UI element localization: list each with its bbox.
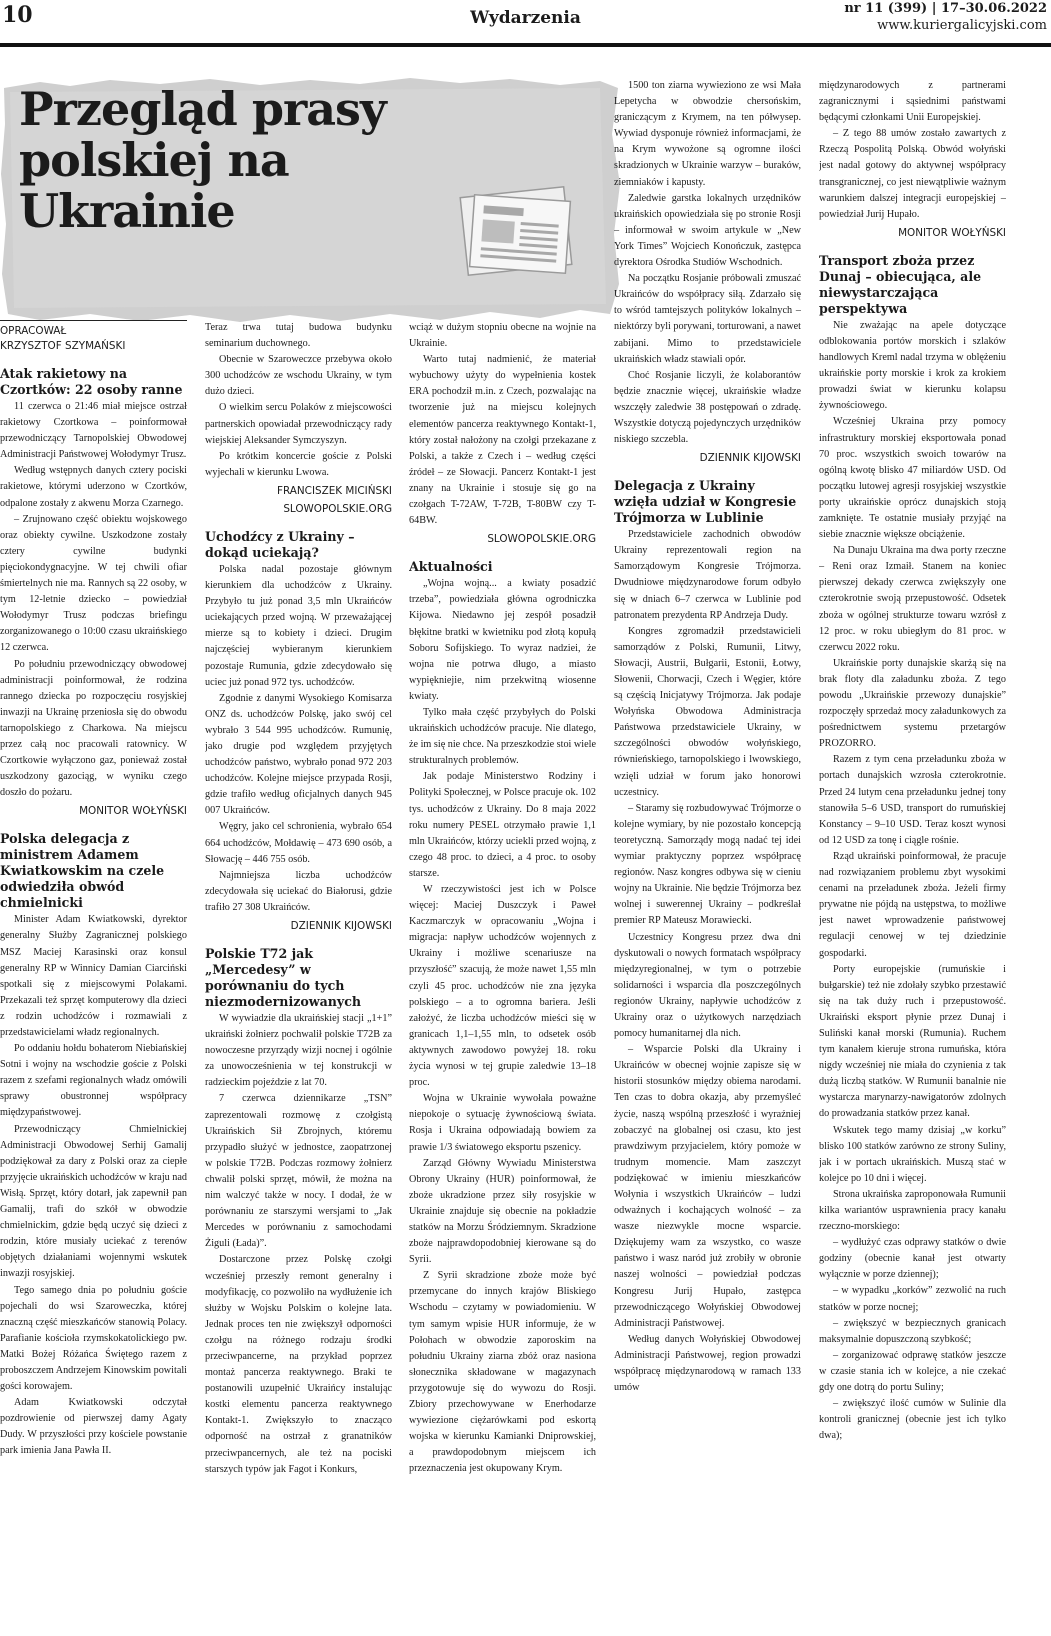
headline-trojmorze: Delegacja z Ukrainy wzięła udział w Kongresie Trójmorza w Lublinie <box>614 478 797 526</box>
paragraph: Razem z tym cena przeładunku zboża w portach dunajskich wzrosła czterokrotnie. Przed 24 lutym cena przeładunku jednej tony stanowiła 5–6 USD, transport do rumuńskiej Konstancy – 9–10 USD. Teraz koszt wynosi od 12 USD za tonę i ciągle rośnie. <box>819 754 1006 846</box>
paragraph: Minister Adam Kwiatkowski, dyrektor generalny Służby Zagranicznej polskiego MSZ Maciej Karasinski oraz konsul generalny RP w Winnicy Damian Ciarciński spotkali się z miejscowymi Polakami. Przekazali też sprzęt komputerowy dla dzieci z rodzin uchodźców i rozmawiali z przedstawicielami władz regionalnych. <box>0 914 187 1038</box>
source-signature: DZIENNIK KIJOWSKI <box>699 452 801 465</box>
headline-t72: Polskie T72 jak „Mercedesy” w porównaniu do tych niezmodernizowanych <box>205 946 362 1009</box>
website-link[interactable]: www.kuriergalicyjski.com <box>877 18 1047 33</box>
paragraph: O wielkim sercu Polaków z miejscowości partnerskich opowiadał przewodniczący rady wiejskiej Aleksander Symczyszyn. <box>205 402 392 446</box>
paragraph: Strona ukraińska zaproponowała Rumunii kilka wariantów usprawnienia pracy kanału rzeczno-morskiego: <box>819 1188 1006 1233</box>
article-title: Przegląd prasy polskiej na Ukrainie <box>19 82 386 238</box>
paragraph: W rzeczywistości jest ich w Polsce więcej: Maciej Duszczyk i Paweł Kaczmarczyk w opracowaniu „Wojna i migracja: napływ uchodźców wojennych z Ukrainy i możliwe scenariusze na przyszłość” szacują, że może nawet 1,55 mln czyli 45 proc. uchodźców nie zna języka polskiego – a to ogromna bariera. Jeśli założyć, że liczba uchodźców mieści się w granicach 1,1–1,55 mln, to odsetek osób aktywnych zawodowo powyżej 18. roku życia wynosi w tej grupie zaledwie 13–18 proc. <box>409 884 596 1089</box>
paragraph: – Wsparcie Polski dla Ukrainy i Ukraińców w obecnej wojnie zapisze się w historii stosunków między obiema narodami. Ten czas to dobra okazja, aby przemyśleć życie, naszą wspólną przeszłość i wyraźniej zobaczyć na globalnej osi czasu, kto jest prawdziwym przyjacielem, który pomoże w trudnym momencie. Mam zaszczyt podziękować w imieniu mieszkańców Wołynia i wszystkich Ukraińców – ludzi odważnych i kochających wolność – za wasze niezwykle mocne wsparcie. Dziękujemy wam za wszystko, co wasze państwo i wasz naród już zrobiły w obronie naszej wolności – powiedział podczas Kongresu Jurij Hupało, zastępca przewodniczącego Wołyńskiej Obwodowej Administracji Państwowej. <box>614 1044 801 1329</box>
paragraph: – Staramy się rozbudowywać Trójmorze o kolejne wymiary, by nie pozostało koncepcją teoretyczną. Samorządy mogą nadać tej idei wymiar praktyczny poprzez współpracę regionów. Nasz kongres odbywa się w cieniu wojny na Ukrainie. Nie będzie Trójmorza bez wolnej i suwerennej Ukrainy – podkreślał premier RP Mateusz Morawiecki. <box>614 802 801 927</box>
paragraph: – zwiększyć ilość cumów w Sulinie dla kontroli granicznej (obecnie jest ich tylko dwa); <box>819 1398 1006 1442</box>
paragraph: 11 czerwca o 21:46 miał miejsce ostrzał rakietowy Czortkowa – poinformował przewodniczący Tarnopolskiej Obwodowej Administracji Państwowej Wołodymyr Trusz. <box>0 401 187 461</box>
paragraph: Wskutek tego mamy dzisiaj „w korku” blisko 100 statków zarówno ze strony Suliny, jak i w portach ukraińskich. Muszą stać w kolejce po 10 dni i więcej. <box>819 1124 1006 1184</box>
paragraph: Obecnie w Szaroweczce przebywa około 300 uchodźców ze wschodu Ukrainy, w tym dużo dzieci. <box>205 354 392 398</box>
byline-author: KRZYSZTOF SZYMAŃSKI <box>0 340 126 352</box>
source-signature: DZIENNIK KIJOWSKI <box>290 920 392 932</box>
header-rule <box>0 43 1051 47</box>
page-number: 10 <box>2 2 33 28</box>
source-signature: MONITOR WOŁYŃSKI <box>79 805 187 818</box>
paragraph: – Zrujnowano część obiektu wojskowego oraz obiekty cywilne. Uszkodzone zostały cztery cywilne budynki pięciokondygnacyjne. W tej chwili ofiar śmiertelnych nie ma. Rannych są 22 osoby, w tym 12-letnie dziecko – powiedział Wołodymyr Trusz podczas briefingu zorganizowanego o 10:00 czasu ukraińskiego 12 czerwca. <box>0 513 187 654</box>
paragraph: Węgry, jako cel schronienia, wybrało 654 664 uchodźców, Mołdawię – 473 690 osób, a Słowację – 446 755 osób. <box>205 821 392 865</box>
headline-uchodzcy: Uchodźcy z Ukrainy – dokąd uciekają? <box>205 528 355 560</box>
paragraph: Zarząd Główny Wywiadu Ministerstwa Obrony Ukrainy (HUR) poinformował, że zboże ukradzione przez siły rosyjskie w Ukrainie znajduje się obecnie na pokładzie statków na Morzu Śródziemnym. Skradzione zboże najprawdopodobniej kierowane są do Syrii. <box>409 1157 596 1266</box>
paragraph: Choć Rosjanie liczyli, że kolaborantów będzie znacznie więcej, ukraińskie władze wszczęły zaledwie 38 postępowań o zdradę. Wszystkie dotyczą pojedynczych urzędników niskiego szczebla. <box>614 369 801 446</box>
paragraph: Wcześniej Ukraina przy pomocy infrastruktury morskiej eksportowała ponad 70 proc. wszystkich swoich towarów na ogólną kwotę blisko 47 miliardów USD. Od początku lutowej agresji rosyjskiej wszystkie porty ukraińskie oprócz dunajskich stoją zamknięte. Te ostatnie musiały przyjąć na siebie znacznie większe obciążenie. <box>819 416 1006 541</box>
paragraph: Warto tutaj nadmienić, że materiał wybuchowy użyty do wypełnienia kostek ERA pochodził m.in. z Czech, pozwalając na tworzenie już na miejscu kolejnych elementów pancerza reaktywnego Kontakt-1, który został nałożony na czołgi przekazane z Polski, a także z Czech i – według części źródeł – ze Słowacji. Pancerz Kontakt-1 jest znany na Ukrainie i stosuje się go na czołgach T-72AW, T-72B, T-80BW czy T-64BW. <box>409 354 596 527</box>
paragraph: Teraz trwa tutaj budowa budynku seminarium duchownego. <box>205 322 392 350</box>
issue-info <box>844 0 1047 34</box>
column-2 <box>205 320 392 1636</box>
paragraph: Jak podaje Ministerstwo Rodziny i Polityki Społecznej, w Polsce pracuje ok. 102 tys. uchodźców z Ukrainy. Do 8 maja 2022 roku numery PESEL otrzymało prawie 1,1 mln Ukraińców, którzy uciekli przed wojną, z czego 48 proc. to dzieci, a 4 proc. to osoby starsze. <box>409 771 596 879</box>
paragraph: „Wojna wojną... a kwiaty posadzić trzeba”, powiedziała główna ogrodniczka Kijowa. Niedawno jej zespół posadził błękitne bratki w kwietniku pod złotą kopułą Soboru Sofijskiego. To wyraz nadziei, że wojna nie potrwa długo, a miasto wypiękniejie, nim przekwitną wiosenne kwiaty. <box>409 578 596 702</box>
paragraph: Po południu przewodniczący obwodowej administracji poinformował, że rodzina rannego dziecka po rozpoczęciu rosyjskiej inwazji na Ukrainę przeniosła się do obwodu tarnopolskiego z Charkowa. Na miejscu przez całą noc pracowali ratownicy. W Czortkowie wyłączono gaz, ponieważ został uszkodzony gazociąg, w wyniku czego doszło do pożaru. <box>0 658 187 799</box>
section-name: Wydarzenia <box>470 8 581 28</box>
paragraph: wciąż w dużym stopniu obecne na wojnie na Ukrainie. <box>409 322 596 350</box>
author-signature: FRANCISZEK MICIŃSKI <box>277 484 392 497</box>
paragraph: Rząd ukraiński poinformował, że pracuje nad rozwiązaniem problemu zbyt wysokimi cenami na przeładunek zboża. Jeżeli firmy prywatne nie pójdą na ustępstwa, to możliwe jest nawet wprowadzenie państwowej regulacji cenowej w tej dziedzinie gospodarki. <box>819 850 1006 959</box>
paragraph: Ukraińskie porty dunajskie skarżą się na brak floty dla załadunku zboża. Z tego powodu „Ukraińskie przewozy dunajskie” rozpoczęły sprzedaż mocy załadunkowych za pośrednictwem systemu przetargów PROZORRO. <box>819 657 1006 750</box>
paragraph: – w wypadku „korków” zezwolić na ruch statków w porze nocnej; <box>819 1285 1006 1313</box>
paragraph: – zwiększyć w bezpiecznych granicach maksymalnie dopuszczoną szybkość; <box>819 1317 1006 1345</box>
paragraph: Nie zważając na apele dotyczące odblokowania portów morskich i szlaków handlowych Kreml nadal trzyma w oblężeniu ukraińskie porty morskie i krok za krokiem prowadzi świat w kierunku kolapsu żywnościowego. <box>819 319 1006 412</box>
headline-aktualnosci: Aktualności <box>409 559 493 575</box>
paragraph: Wojna w Ukrainie wywołała poważne niepokoje o sytuację żywnościową świata. Rosja i Ukraina odpowiadają bowiem za prawie 1/3 światowego eksportu pszenicy. <box>409 1093 596 1153</box>
headline-delegacja: Polska delegacja z ministrem Adamem Kwiatkowskim na czele odwiedziła obwód chmielnicki <box>0 831 165 911</box>
paragraph: Tego samego dnia po południu goście pojechali do wsi Szaroweczka, której znaczną część mieszkańców stanowią Polacy. Parafianie kościoła rzymskokatolickiego pw. Matki Bożej Różańca Świętego razem z proboszczem Andrzejem Kinowskim powitali gości korowajem. <box>0 1284 187 1393</box>
paragraph: Po krótkim koncercie goście z Polski wyjechali w kierunku Lwowa. <box>205 450 392 478</box>
paragraph: – Z tego 88 umów zostało zawartych z Rzeczą Pospolitą Polską. Obwód wołyński jest nadal gotowy do aktywnej współpracy transgranicznej, co jest niewątpliwie ważnym warunkiem dalszej integracji europejskiej – powiedział Jurij Hupało. <box>819 128 1006 220</box>
paragraph: Tylko mała część przybyłych do Polski ukraińskich uchodźców pracuje. Nie dlatego, że im się nie chce. Na przeszkodzie stoi wiele strukturalnych problemów. <box>409 706 596 767</box>
column-4 <box>614 78 801 1636</box>
paragraph: Najmniejsza liczba uchodźców zdecydowała się uciekać do Białorusi, gdzie trafiło 27 308 Ukraińców. <box>205 869 392 913</box>
paragraph: międzynarodowych z partnerami zagranicznymi i sąsiednimi państwami będącymi członkami Unii Europejskiej. <box>819 80 1006 124</box>
paragraph: Według danych Wołyńskiej Obwodowej Administracji Państwowej, region prowadzi współpracę międzynarodową w ramach 133 umów <box>614 1333 801 1394</box>
paragraph: 7 czerwca dziennikarze „TSN” zaprezentowali rozmowę z czołgistą Ukraińskich Sił Zbrojnych, któremu przypadło służyć w jednostce, zaopatrzonej w polskie T72B. Podczas rozmowy żołnierz chwalił polski sprzęt, mówił, że można na nim walczyć także w nocy. I dodał, że w porównaniu ze starszymi wersjami to „Jak Mercedes w porównaniu z samochodami Żiguli (Łada)”. <box>205 1093 392 1250</box>
paragraph: Uczestnicy Kongresu przez dwa dni dyskutowali o nowych formatach współpracy międzyregionalnej, w tym o potrzebie solidarności i wsparcia dla poszczególnych regionów Ukrainy, napływie uchodźców z Ukrainy oraz o użytkowych narzędziach pomocy humanitarnej dla nich. <box>614 931 801 1040</box>
paragraph: Na Dunaju Ukraina ma dwa porty rzeczne – Reni oraz Izmaił. Stanem na koniec pierwszej dekady czerwca zwiększyły one czterokrotnie swoją przepustowość. Odsetek zboża w ogólnej strukturze towaru wzrósł z 12 proc. w roku ubiegłym do 81 proc. w czerwcu 2022 roku. <box>819 545 1006 653</box>
source-signature: SLOWOPOLSKIE.ORG <box>487 533 596 546</box>
paragraph: Porty europejskie (rumuńskie i bułgarskie) też nie zdołały szybko przestawić się na tak duży ruch i przepustowość. Ukraiński eksport płynie przez Dunaj i Suliński kanał morski (Rumunia). Ruchem tym kanałem kieruje strona rumuńska, która nigdy wcześniej nie miała do czynienia z tak dużą liczbą statków. W Rumunii banalnie nie wystarcza marynarzy-nawigatorów zdolnych do prowadzania statków przez kanał. <box>819 963 1006 1120</box>
headline-czortkow: Atak rakietowy na Czortków: 22 osoby ranne <box>0 366 183 397</box>
paragraph: Według wstępnych danych cztery pociski rakietowe, którymi uderzono w Czortków, odpalone zostały z akwenu Morza Czarnego. <box>0 465 187 509</box>
paragraph: Kongres zgromadził przedstawicieli samorządów z Polski, Rumunii, Litwy, Słowacji, Austrii, Bułgarii, Estonii, Łotwy, Słowenii, Chorwacji, Czech i Węgier, które są częścią Inicjatywy Trójmorza. Jak podaje Wołyńska Obwodowa Administracja Państwowa przedstawiciele Ukrainy, w szczególności obwodów wołyńskiego, równieńskiego, tarnopolskiego i lwowskiego, wzięli udział w forum jako honorowi uczestnicy. <box>614 625 801 798</box>
paragraph: Na początku Rosjanie próbowali zmuszać Ukraińców do współpracy siłą. Zdarzało się to wśród tamtejszych polityków lokalnych – niektórzy byli porywani, torturowani, a nawet zabijani. Mimo to przedstawiciele ukraińskich władz stawiali opór. <box>614 273 801 365</box>
paragraph: Polska nadal pozostaje głównym kierunkiem dla uchodźców z Ukrainy. Przybyło tu już ponad 3,5 mln Ukraińców uciekających przed wojną. W przeważającej mierze są to kobiety i dzieci. Drugim najczęściej wybieranym kierunkiem pozostaje Rumunia, gdzie zdecydowało się uciec już ponad 972 tys. uchodźców. <box>205 563 392 688</box>
newspaper-icon <box>458 178 578 278</box>
paragraph: Zgodnie z danymi Wysokiego Komisarza ONZ ds. uchodźców Polskę, jako swój cel wybrało 3 544 995 uchodźców. Rumunię, jako drugie pod względem przyjętych uchodźców państwo, wybrało ponad 972 203 uchodźców. Kolejne miejsce przypada Rosji, gdzie trafiło według oficjalnych danych 945 007 Ukraińców. <box>205 692 392 817</box>
source-signature: MONITOR WOŁYŃSKI <box>898 226 1006 239</box>
paragraph: Zaledwie garstka lokalnych urzędników ukraińskich opowiedziała się po stronie Rosji – informował w swoim artykule w „New York Times” Wojciech Konończuk, zastępca dyrektora Ośrodka Studiów Wschodnich. <box>614 192 801 269</box>
paragraph: Przedstawiciele zachodnich obwodów Ukrainy reprezentowali region na Samorządowym Kongresie Trójmorza. Dwudniowe międzynarodowe forum odbyło się w dniach 6–7 czerwca w Lublinie pod patronatem prezydenta RP Andrzeja Dudy. <box>614 529 801 621</box>
issue-number: nr 11 (399) | 17–30.06.2022 <box>844 1 1047 16</box>
column-3 <box>409 320 596 1636</box>
paragraph: Przewodniczący Chmielnickiej Administracji Obwodowej Serhij Gamalij podziękował za dary z Polski oraz za ciepłe przyjęcie ukraińskich uchodźców w kraju nad Wisłą. Sprzęt, który dotarł, jak zapewnił pan Gamalij, trafi do szkół w obwodzie chmielnickim, gdzie będą uczyć się dzieci z rodzin, które musiały uciekać z terenów objętych działaniami wojennymi wskutek inwazji rosyjskiej. <box>0 1123 187 1280</box>
paragraph: Po oddaniu hołdu bohaterom Niebiańskiej Sotni i wojny na wschodzie goście z Polski razem z szefami regionalnych władz omówili sprawy obustronnej współpracy międzypaństwowej. <box>0 1043 187 1119</box>
page-header <box>0 0 1051 44</box>
source-signature: SLOWOPOLSKIE.ORG <box>283 502 392 515</box>
paragraph: Dostarczone przez Polskę czołgi wcześniej przeszły remont generalny i modyfikację, co pozwoliło na wydłużenie ich służby w Wojsku Polskim o kolejne lata. Jednak proces ten nie zwiększył odporności czołgu na różnego rodzaju środki przeciwpancerne, na przykład poprzez montaż pancerza reaktywnego. Braki te postanowili uzupełnić Ukraińcy instalując kostki elementu pancerza reaktywnego Kontakt-1. Zwiększyło to znacząco odporność na ostrzał z granatników przeciwpancernych, ale też na pociski starszych typów jak Fagot i Konkurs, <box>205 1254 392 1475</box>
byline: OPRACOWAŁ KRZYSZTOF SZYMAŃSKI <box>0 320 187 354</box>
headline-dunaj: Transport zboża przez Dunaj – obiecująca, ale niewystarczająca perspektywa <box>819 252 982 316</box>
paragraph: 1500 ton ziarna wywieziono ze wsi Mała Lepetycha w obwodzie chersońskim, graniczącym z Krymem, na ten półwysep. Wywiad dysponuje również informacjami, że na Krym wywożone są ogromne ilości skradzionych w Ukrainie warzyw – buraków, ziemniaków i kapusty. <box>614 80 801 188</box>
column-1 <box>0 320 187 1636</box>
paragraph: – zorganizować odprawę statków jeszcze w czasie stania ich w kolejce, a nie czekać gdy one dotrą do portu Suliny; <box>819 1349 1006 1394</box>
paragraph: Adam Kwiatkowski odczytał pozdrowienie od pierwszej damy Agaty Dudy. W przyszłości przy kościele powstanie park imienia Jana Pawła II. <box>0 1397 187 1457</box>
paragraph: Z Syrii skradzione zboże może być przemycane do innych krajów Bliskiego Wschodu – czytamy w powiadomieniu. W tym samym wpisie HUR informuje, że w Połohach w obwodzie zaporoskim na południu Ukrainy ziarna zbóż oraz nasiona słonecznika składowane w magazynach przygotowuje się do wywozu do Rosji. Zbiory przechowywane w Enerhodarze wywiezione ciężarówkami pod eskortą wojska w kierunku Kamianki Dniprowskiej, a prawdopodobnym miejscem ich przeznaczenia jest okupowany Krym. <box>409 1270 596 1475</box>
paragraph: W wywiadzie dla ukraińskiej stacji „1+1” ukraiński żołnierz pochwalił polskie T72B za nowoczesne przyrządy wizji nocnej i ogólnie za unowocześnienia w tej konstrukcji w radzieckim pojeździe z lat 70. <box>205 1013 392 1089</box>
column-5 <box>819 78 1006 1636</box>
paragraph: – wydłużyć czas odprawy statków o dwie godziny (obecnie kanał jest otwarty wyłącznie w porze dziennej); <box>819 1237 1006 1281</box>
